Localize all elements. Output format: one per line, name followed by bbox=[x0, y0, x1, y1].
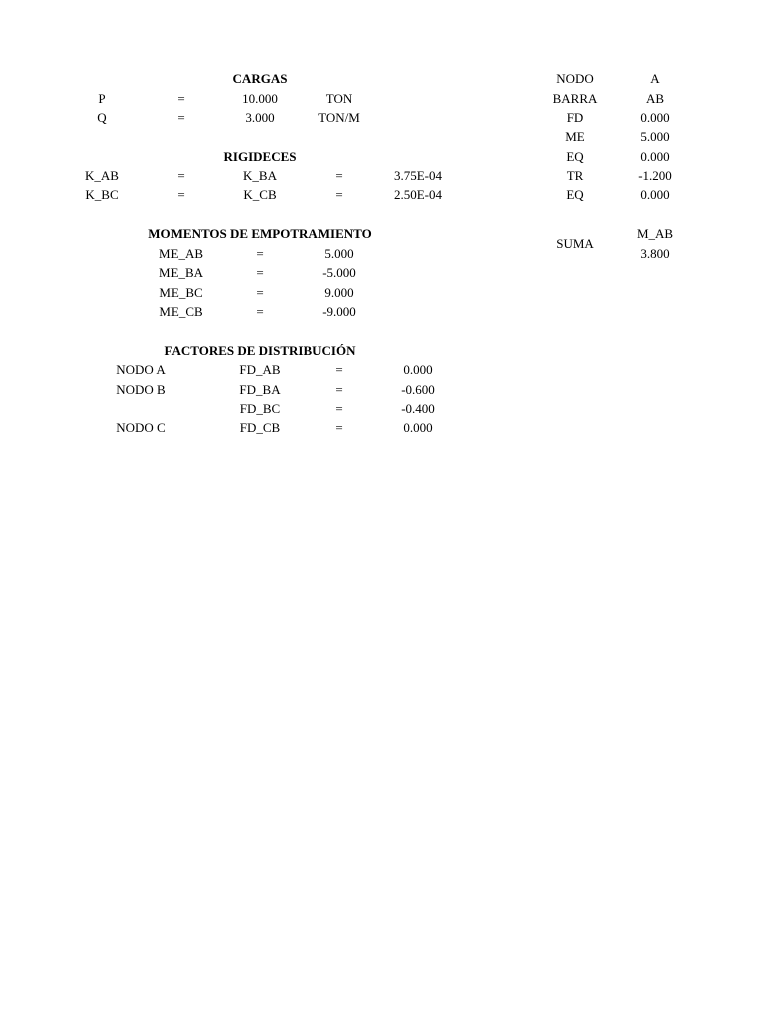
factor-equals: = bbox=[335, 382, 343, 397]
rigidez-mid-label: K_BA bbox=[243, 168, 277, 183]
cross-row-value: A bbox=[650, 71, 660, 86]
rigideces-heading: RIGIDECES bbox=[223, 149, 297, 164]
rigidez-equals: = bbox=[335, 187, 343, 202]
momento-equals: = bbox=[256, 304, 264, 319]
factor-equals: = bbox=[335, 362, 343, 377]
momento-equals: = bbox=[256, 265, 264, 280]
cargas-p-equals: = bbox=[177, 91, 185, 106]
momento-label: ME_BA bbox=[158, 265, 204, 280]
factor-node-label: NODO C bbox=[116, 420, 166, 435]
momento-value: -9.000 bbox=[322, 304, 356, 319]
momento-equals: = bbox=[256, 285, 264, 300]
rigidez-left-label: K_AB bbox=[85, 168, 119, 183]
rigidez-mid-label: K_CB bbox=[243, 187, 277, 202]
rigidez-equals: = bbox=[335, 168, 343, 183]
rigidez-equals: = bbox=[177, 168, 185, 183]
momento-label: ME_AB bbox=[158, 246, 204, 261]
factor-equals: = bbox=[335, 401, 343, 416]
momento-label: ME_CB bbox=[159, 304, 203, 319]
cross-row-value: -1.200 bbox=[638, 168, 672, 183]
rigidez-left-label: K_BC bbox=[85, 187, 119, 202]
cross-row-label: EQ bbox=[566, 187, 584, 202]
cargas-heading: CARGAS bbox=[232, 71, 288, 86]
factor-node-label: NODO A bbox=[116, 362, 166, 377]
factor-label: FD_BC bbox=[239, 401, 281, 416]
factores-heading: FACTORES DE DISTRIBUCIÓN bbox=[164, 343, 356, 358]
cross-row-label: EQ bbox=[566, 149, 584, 164]
cargas-p-label: P bbox=[98, 91, 106, 106]
cross-row-value: AB bbox=[645, 91, 665, 106]
momento-equals: = bbox=[256, 246, 264, 261]
factor-label: FD_AB bbox=[239, 362, 281, 377]
momento-value: -5.000 bbox=[322, 265, 356, 280]
suma-value: 3.800 bbox=[640, 246, 670, 261]
cross-row-label: TR bbox=[566, 168, 584, 183]
cross-row-value: 0.000 bbox=[640, 110, 670, 125]
cargas-q-equals: = bbox=[177, 110, 185, 125]
factor-value: -0.600 bbox=[401, 382, 435, 397]
momento-value: 5.000 bbox=[324, 246, 354, 261]
suma-label: SUMA bbox=[556, 236, 594, 251]
cargas-q-value: 3.000 bbox=[245, 110, 275, 125]
factor-label: FD_CB bbox=[239, 420, 281, 435]
factor-equals: = bbox=[335, 420, 343, 435]
cargas-q-label: Q bbox=[97, 110, 107, 125]
cross-row-label: BARRA bbox=[552, 91, 598, 106]
momento-value: 9.000 bbox=[324, 285, 354, 300]
rigidez-equals: = bbox=[177, 187, 185, 202]
rigidez-value: 3.75E-04 bbox=[393, 168, 443, 183]
factor-node-label: NODO B bbox=[116, 382, 166, 397]
cargas-q-unit: TON/M bbox=[318, 110, 360, 125]
factor-value: 0.000 bbox=[403, 362, 433, 377]
cross-row-value: 5.000 bbox=[640, 129, 670, 144]
momentos-heading: MOMENTOS DE EMPOTRAMIENTO bbox=[148, 226, 372, 241]
cargas-p-value: 10.000 bbox=[242, 91, 278, 106]
suma-header: M_AB bbox=[636, 226, 674, 241]
cross-row-value: 0.000 bbox=[640, 149, 670, 164]
factor-value: 0.000 bbox=[403, 420, 433, 435]
cross-row-label: FD bbox=[566, 110, 584, 125]
cargas-p-unit: TON bbox=[325, 91, 353, 106]
momento-label: ME_BC bbox=[159, 285, 203, 300]
cross-row-label: ME bbox=[565, 129, 585, 144]
cross-row-value: 0.000 bbox=[640, 187, 670, 202]
factor-value: -0.400 bbox=[401, 401, 435, 416]
rigidez-value: 2.50E-04 bbox=[393, 187, 443, 202]
factor-label: FD_BA bbox=[239, 382, 281, 397]
cross-row-label: NODO bbox=[556, 71, 594, 86]
